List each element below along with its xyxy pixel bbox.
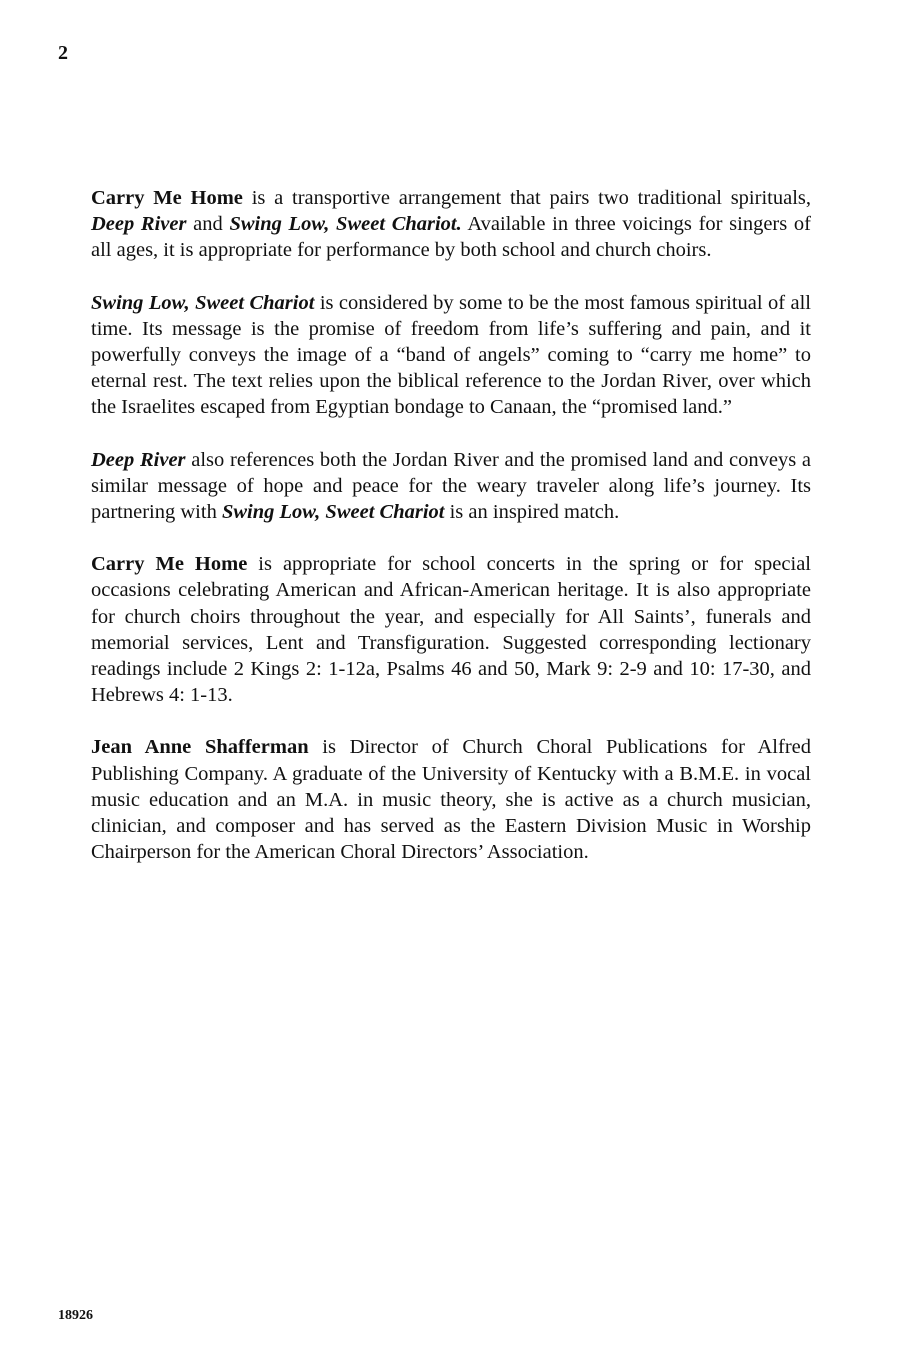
song-title-text: Deep River xyxy=(91,448,186,471)
body-text: is Director of Church Choral Publications for Alfred Publishing Company. A graduate of the University of Kentucky with a B.M.E. in vocal music education and an M.A. in music theory, she is active as a church musician, clinician, and composer and has served as the Eastern Division Music in Worship Chairperson for the American Choral Directors’ Association. xyxy=(91,736,811,864)
body-text: and xyxy=(186,213,230,236)
paragraph-deep-river xyxy=(91,447,811,526)
document-body xyxy=(91,185,811,891)
body-text: also references both the Jordan River and the promised land and conveys a similar message of hope and peace for the weary traveler along life’s journey. Its partnering with xyxy=(91,448,811,524)
title-text: Carry Me Home xyxy=(91,553,248,576)
song-title-text: Swing Low, Sweet Chariot xyxy=(221,501,445,524)
title-text: Carry Me Home xyxy=(91,187,243,209)
body-text: is a transportive arrangement that pairs two traditional spirituals, xyxy=(242,187,811,209)
body-text: Available in three voicings for singers of all ages, it is appropriate for performance by both school and church choirs. xyxy=(91,213,811,262)
paragraph-performance xyxy=(91,551,811,708)
paragraph-swing-low xyxy=(91,290,811,421)
page-number: 2 xyxy=(58,42,68,64)
catalog-number: 18926 xyxy=(58,1308,93,1323)
song-title-text: Swing Low, Sweet Chariot. xyxy=(229,213,462,236)
body-text: is an inspired match. xyxy=(444,501,620,524)
body-text: is appropriate for school concerts in the spring or for special occasions celebrating American and African-American heritage. It is also appropriate for church choirs throughout the year, and especially for All Saints’, funerals and memorial services, Lent and Transfiguration. Suggested corresponding lectionary readings include 2 Kings 2: 1-12a, Psalms 46 and 50, Mark 9: 2-9 and 10: 17-30, and Hebrews 4: 1-13. xyxy=(91,553,811,707)
paragraph-intro xyxy=(91,185,811,264)
author-name: Jean Anne Shafferman xyxy=(91,736,309,759)
body-text: is considered by some to be the most famous spiritual of all time. Its message is the promise of freedom from life’s suffering and pain, and it powerfully conveys the image of a “band of angels” coming to “carry me home” to eternal rest. The text relies upon the biblical reference to the Jordan River, over which the Israelites escaped from Egyptian bondage to Canaan, the “promised land.” xyxy=(91,291,811,419)
song-title-text: Deep River xyxy=(91,213,187,236)
paragraph-author-bio xyxy=(91,734,811,865)
song-title-text: Swing Low, Sweet Chariot xyxy=(91,291,315,314)
